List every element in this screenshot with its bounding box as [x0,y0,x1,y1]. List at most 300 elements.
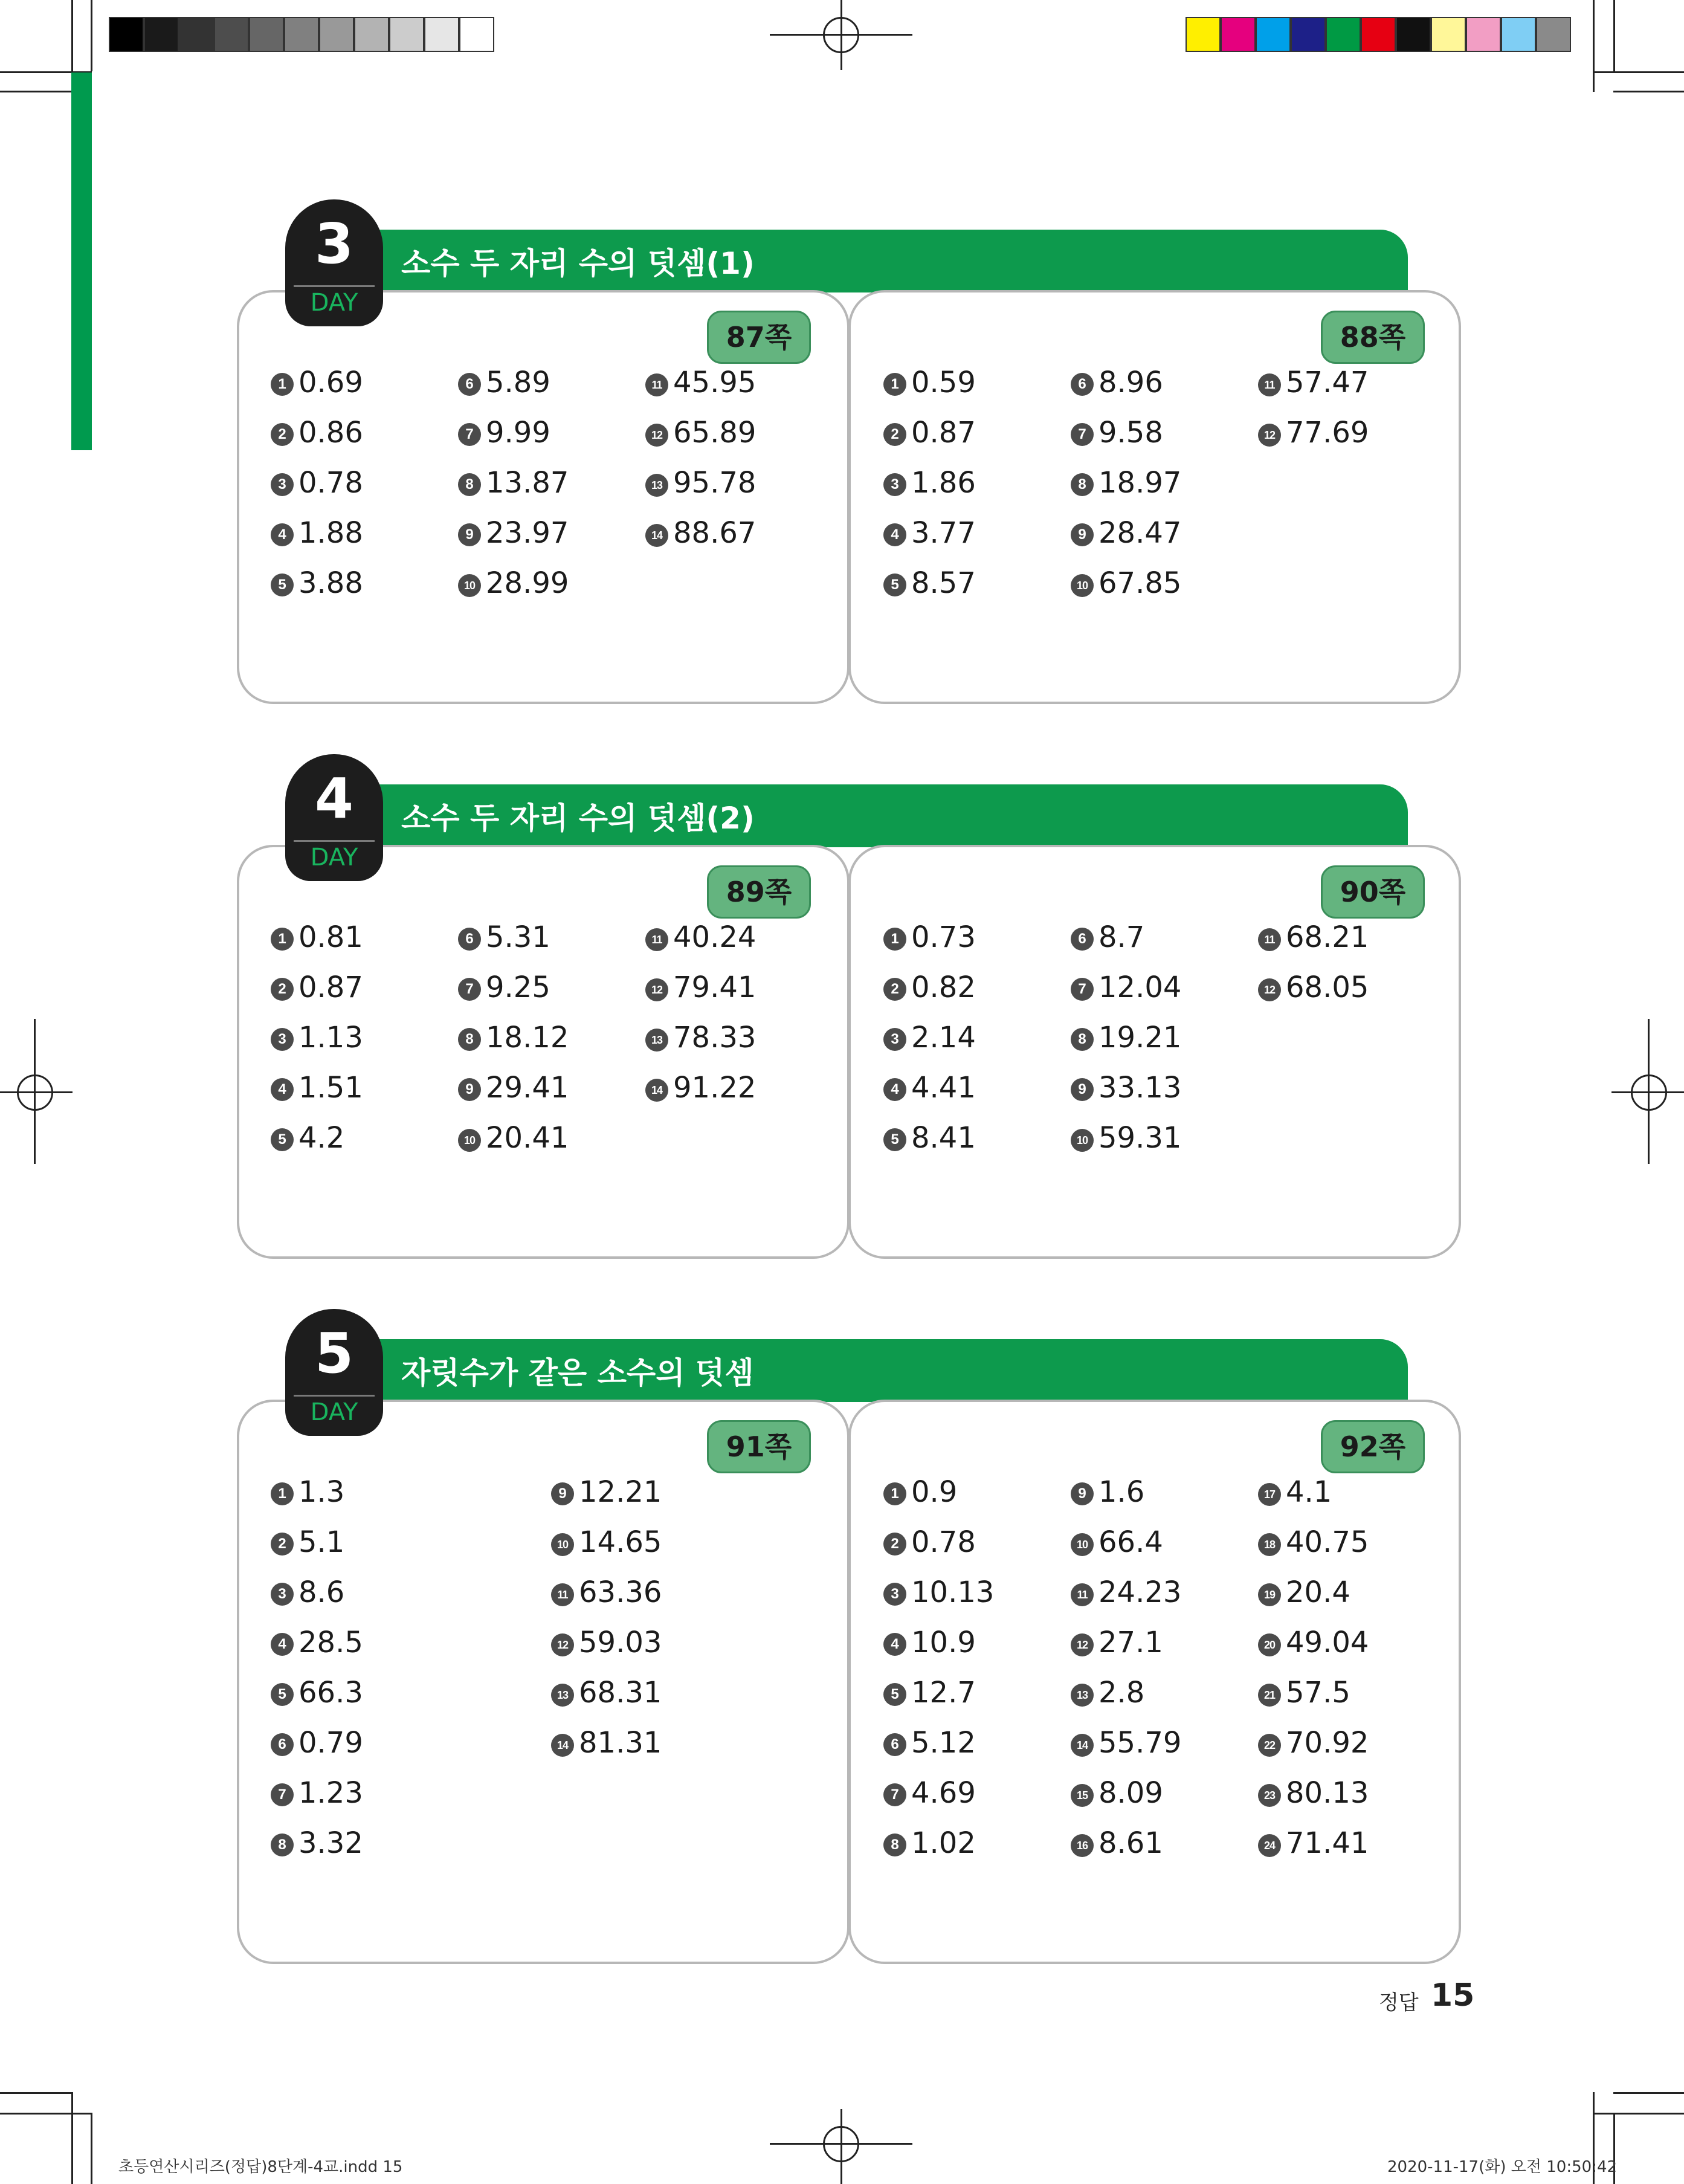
answer-item [883,1117,976,1159]
answer-value: 1.3 [298,1475,345,1509]
answer-item [883,512,976,554]
answer-item [1258,1722,1369,1764]
page-number: 15 [1431,1977,1475,2014]
answer-number-icon: 12 [1258,424,1281,447]
section-title: 소수 두 자리 수의 덧셈(2) [401,801,755,836]
answer-value: 5.89 [486,366,550,399]
page-reference-right: 90쪽 [1321,865,1425,919]
answer-number-icon: 13 [645,1029,668,1052]
answer-value: 66.4 [1098,1525,1163,1559]
answer-item [1071,1521,1163,1563]
day-badge-divider [294,285,375,287]
answer-value: 4.69 [911,1776,976,1810]
answer-number-icon: 9 [551,1482,574,1505]
answer-value: 12.21 [579,1475,662,1509]
answer-value: 8.7 [1098,920,1145,954]
answer-number-icon: 5 [883,573,906,596]
answer-number-icon: 8 [458,1028,481,1051]
day-number: 3 [314,212,353,276]
answer-item [551,1621,662,1664]
answer-number-icon: 9 [1071,523,1094,546]
day-label: DAY [310,289,358,317]
crop-mark [71,2092,73,2184]
color-swatch [1466,17,1501,52]
answer-item [271,562,363,604]
answer-value: 4.2 [298,1121,345,1155]
answer-item [1258,1672,1350,1714]
answer-value: 8.6 [298,1575,345,1609]
answer-number-icon: 24 [1258,1834,1281,1857]
answer-value: 28.99 [486,566,569,600]
answer-value: 1.23 [298,1776,363,1810]
answer-value: 4.41 [911,1071,976,1105]
day-badge [285,199,383,326]
answer-number-icon: 1 [883,928,906,951]
gray-swatch [424,17,459,52]
color-swatch [1186,17,1221,52]
answer-value: 9.58 [1098,416,1163,450]
answer-number-icon: 4 [883,1078,906,1101]
answer-item [1258,1772,1369,1814]
answer-number-icon: 1 [271,1482,294,1505]
answer-item [1071,412,1163,454]
answer-item [883,1822,976,1864]
answer-number-icon: 2 [271,1533,294,1556]
gray-swatch [319,17,354,52]
answer-value: 0.79 [298,1726,363,1760]
answer-item [271,1067,363,1109]
answer-value: 24.23 [1098,1575,1182,1609]
answer-item [458,916,550,958]
day-number: 5 [314,1321,353,1386]
answer-number-icon: 23 [1258,1784,1281,1807]
answer-value: 4.1 [1286,1475,1332,1509]
answer-item [458,512,569,554]
answer-value: 19.21 [1098,1021,1182,1055]
answer-number-icon: 4 [883,523,906,546]
answer-item [1258,1521,1369,1563]
answer-number-icon: 3 [271,473,294,496]
answer-item [645,361,756,404]
answer-number-icon: 12 [551,1633,574,1656]
answer-item [271,1571,344,1614]
answer-number-icon: 1 [883,373,906,396]
answer-number-icon: 6 [271,1733,294,1756]
color-swatch [1291,17,1326,52]
answer-value: 57.5 [1286,1676,1350,1710]
answer-item [883,1067,976,1109]
gray-swatch [144,17,179,52]
crop-mark [1613,2092,1684,2094]
answer-item [1071,1571,1181,1614]
answer-number-icon: 7 [458,423,481,446]
answer-number-icon: 4 [271,1078,294,1101]
answer-value: 8.09 [1098,1776,1163,1810]
answer-number-icon: 6 [458,373,481,396]
answer-item [883,1521,976,1563]
answer-value: 65.89 [673,416,757,450]
section-title: 소수 두 자리 수의 덧셈(1) [401,246,755,281]
answer-number-icon: 12 [1258,978,1281,1001]
answer-number-icon: 10 [1071,1129,1094,1152]
answer-value: 63.36 [579,1575,662,1609]
answer-item [645,1067,756,1109]
answer-number-icon: 5 [271,1128,294,1151]
answer-value: 1.86 [911,466,976,500]
page-reference-left: 87쪽 [707,311,811,364]
color-swatch [1501,17,1536,52]
answer-number-icon: 9 [458,523,481,546]
answer-number-icon: 14 [1071,1734,1094,1757]
answer-item [271,916,363,958]
day-label: DAY [310,844,358,871]
answer-item [1258,1822,1369,1864]
crop-mark [1593,2113,1684,2115]
color-swatch [1396,17,1431,52]
answer-value: 27.1 [1098,1626,1163,1659]
answer-number-icon: 13 [1071,1684,1094,1707]
answer-value: 68.31 [579,1676,662,1710]
answer-value: 20.41 [486,1121,569,1155]
answer-item [883,462,976,504]
answer-value: 49.04 [1286,1626,1369,1659]
answer-value: 1.02 [911,1826,976,1860]
answer-number-icon: 2 [883,423,906,446]
answer-value: 0.78 [298,466,363,500]
answer-item [1258,966,1369,1009]
answer-item [271,966,363,1009]
gray-swatch [354,17,389,52]
page-reference-right: 88쪽 [1321,311,1425,364]
answer-value: 57.47 [1286,366,1369,399]
answer-item [1258,916,1369,958]
answer-value: 1.51 [298,1071,363,1105]
day-badge [285,754,383,881]
answer-number-icon: 2 [883,1533,906,1556]
crop-mark [1613,91,1684,92]
gray-swatch [284,17,319,52]
gray-swatch [389,17,424,52]
answer-number-icon: 8 [1071,473,1094,496]
answer-number-icon: 4 [271,1633,294,1656]
answer-item [883,1571,994,1614]
answer-item [645,512,756,554]
answer-item [883,1621,976,1664]
answer-number-icon: 7 [1071,978,1094,1001]
answer-item [271,1016,363,1059]
answer-item [458,562,569,604]
answer-number-icon: 13 [551,1684,574,1707]
answer-number-icon: 3 [883,473,906,496]
answer-value: 2.14 [911,1021,976,1055]
answer-number-icon: 1 [271,928,294,951]
answer-value: 45.95 [673,366,757,399]
answer-value: 9.25 [486,971,550,1004]
answer-item [458,361,550,404]
answer-item [1071,462,1181,504]
color-swatch [1256,17,1291,52]
answer-item [458,1067,569,1109]
crop-mark [91,2113,92,2184]
page-reference-left: 91쪽 [707,1420,811,1473]
answer-value: 0.87 [911,416,976,450]
answer-number-icon: 10 [551,1533,574,1556]
answer-value: 12.04 [1098,971,1182,1004]
answer-item [1071,512,1181,554]
answer-item [458,462,569,504]
answer-number-icon: 9 [1071,1482,1094,1505]
answer-number-icon: 6 [883,1733,906,1756]
crop-mark [1613,0,1615,71]
answer-value: 88.67 [673,516,757,550]
gray-swatch [109,17,144,52]
color-swatch [1431,17,1466,52]
answer-value: 13.87 [486,466,569,500]
answer-value: 8.96 [1098,366,1163,399]
answer-number-icon: 16 [1071,1834,1094,1857]
answer-value: 28.47 [1098,516,1182,550]
answer-value: 18.12 [486,1021,569,1055]
day-badge [285,1309,383,1436]
answer-value: 77.69 [1286,416,1369,450]
answer-value: 3.88 [298,566,363,600]
answer-number-icon: 3 [271,1028,294,1051]
answer-number-icon: 14 [645,524,668,547]
answer-item [883,1471,957,1513]
answer-value: 8.41 [911,1121,976,1155]
answer-value: 14.65 [579,1525,662,1559]
answer-item [883,1722,976,1764]
answer-item [1258,361,1369,404]
color-swatch [1361,17,1396,52]
answer-value: 0.81 [298,920,363,954]
answer-value: 3.32 [298,1826,363,1860]
answer-value: 1.88 [298,516,363,550]
color-swatch [1221,17,1256,52]
answer-item [883,412,976,454]
answer-number-icon: 1 [883,1482,906,1505]
crop-mark [0,91,71,92]
gray-swatch [249,17,284,52]
answer-number-icon: 10 [1071,574,1094,597]
answer-item [645,966,756,1009]
answer-value: 3.77 [911,516,976,550]
answer-value: 23.97 [486,516,569,550]
answer-value: 0.73 [911,920,976,954]
answer-item [1258,1471,1332,1513]
answer-value: 0.78 [911,1525,976,1559]
answer-number-icon: 4 [271,523,294,546]
answer-item [1071,966,1181,1009]
answer-item [271,462,363,504]
color-swatch [1326,17,1361,52]
answer-value: 5.31 [486,920,550,954]
file-name: 초등연산시리즈(정답)8단계-4교.indd 15 [118,2158,403,2176]
answer-number-icon: 13 [645,474,668,497]
print-timestamp: 2020-11-17(화) 오전 10:50:42 [1387,2158,1618,2176]
color-swatch [1536,17,1571,52]
answer-number-icon: 18 [1258,1533,1281,1556]
answer-value: 66.3 [298,1676,363,1710]
answer-value: 10.13 [911,1575,995,1609]
answer-item [551,1521,662,1563]
answer-value: 8.57 [911,566,976,600]
answer-value: 71.41 [1286,1826,1369,1860]
answer-value: 0.59 [911,366,976,399]
answer-item [458,1117,569,1159]
answer-value: 5.12 [911,1726,976,1760]
answer-number-icon: 2 [271,978,294,1001]
answer-value: 80.13 [1286,1776,1369,1810]
answer-number-icon: 6 [1071,928,1094,951]
answer-number-icon: 1 [271,373,294,396]
answer-value: 95.78 [673,466,757,500]
answer-number-icon: 2 [271,423,294,446]
answer-item [883,562,976,604]
side-accent-bar [71,73,92,450]
answer-number-icon: 3 [883,1028,906,1051]
answer-value: 59.31 [1098,1121,1182,1155]
page-reference-left: 89쪽 [707,865,811,919]
answer-number-icon: 5 [271,1683,294,1706]
answer-number-icon: 10 [458,574,481,597]
answer-item [271,1521,344,1563]
answer-item [1258,1621,1369,1664]
answer-item [883,361,976,404]
day-badge-divider [294,840,375,842]
answer-number-icon: 7 [1071,423,1094,446]
answer-value: 55.79 [1098,1726,1182,1760]
crop-mark [0,2113,92,2115]
answer-item [645,1016,756,1059]
answer-value: 29.41 [486,1071,569,1105]
answer-value: 5.1 [298,1525,345,1559]
gray-swatch [214,17,249,52]
answer-value: 1.6 [1098,1475,1145,1509]
answer-number-icon: 17 [1258,1483,1281,1506]
answer-item [1071,1621,1163,1664]
answer-item [271,512,363,554]
day-number: 4 [314,766,353,831]
answer-number-icon: 11 [1258,928,1281,951]
answer-number-icon: 7 [883,1783,906,1806]
answer-value: 12.7 [911,1676,976,1710]
crop-mark [1593,71,1684,73]
answer-item [271,1822,363,1864]
answer-value: 33.13 [1098,1071,1182,1105]
answer-value: 28.5 [298,1626,363,1659]
answer-number-icon: 7 [271,1783,294,1806]
answer-item [271,1772,363,1814]
answer-item [271,1722,363,1764]
answer-number-icon: 5 [883,1128,906,1151]
answer-value: 10.9 [911,1626,976,1659]
answer-value: 79.41 [673,971,757,1004]
page-reference-right: 92쪽 [1321,1420,1425,1473]
answer-number-icon: 11 [1071,1583,1094,1606]
answer-value: 18.97 [1098,466,1182,500]
answer-item [271,1672,363,1714]
answer-number-icon: 14 [551,1734,574,1757]
answer-number-icon: 11 [645,373,668,396]
answer-number-icon: 9 [458,1078,481,1101]
answer-item [1071,1117,1181,1159]
answer-item [458,412,550,454]
day-label: DAY [310,1398,358,1426]
answer-value: 68.05 [1286,971,1369,1004]
answer-item [645,916,756,958]
crop-mark [1593,0,1595,92]
answer-value: 0.86 [298,416,363,450]
gray-swatch [459,17,494,52]
answer-item [1258,1571,1350,1614]
answer-value: 2.8 [1098,1676,1145,1710]
answer-number-icon: 6 [458,928,481,951]
answer-item [1071,562,1181,604]
answer-item [551,1672,662,1714]
answer-label: 정답 [1379,1991,1419,2015]
answer-number-icon: 12 [645,978,668,1001]
answer-number-icon: 20 [1258,1633,1281,1656]
answer-value: 78.33 [673,1021,757,1055]
answer-number-icon: 21 [1258,1684,1281,1707]
answer-value: 0.82 [911,971,976,1004]
answer-item [645,412,756,454]
answer-item [883,1772,976,1814]
answer-number-icon: 5 [883,1683,906,1706]
answer-item [883,916,976,958]
answer-number-icon: 12 [1071,1633,1094,1656]
answer-value: 91.22 [673,1071,757,1105]
answer-item [271,412,363,454]
answer-item [458,966,550,1009]
answer-item [271,1621,363,1664]
answer-number-icon: 22 [1258,1734,1281,1757]
answer-value: 0.87 [298,971,363,1004]
crop-mark [0,2092,73,2094]
answer-item [551,1722,662,1764]
answer-item [551,1571,662,1614]
answer-number-icon: 8 [458,473,481,496]
answer-value: 70.92 [1286,1726,1369,1760]
answer-number-icon: 10 [1071,1533,1094,1556]
answer-number-icon: 11 [1258,373,1281,396]
answer-number-icon: 14 [645,1079,668,1102]
answer-value: 67.85 [1098,566,1182,600]
answer-number-icon: 5 [271,573,294,596]
answer-item [883,1672,976,1714]
gray-swatch [179,17,214,52]
answer-number-icon: 3 [883,1583,906,1606]
answer-number-icon: 3 [271,1583,294,1606]
answer-number-icon: 9 [1071,1078,1094,1101]
answer-number-icon: 8 [271,1833,294,1856]
answer-number-icon: 8 [883,1833,906,1856]
answer-item [271,1471,344,1513]
day-badge-divider [294,1395,375,1397]
answer-item [271,361,363,404]
answer-number-icon: 15 [1071,1784,1094,1807]
answer-number-icon: 2 [883,978,906,1001]
answer-item [1258,412,1369,454]
answer-item [1071,1722,1181,1764]
answer-value: 68.21 [1286,920,1369,954]
answer-number-icon: 19 [1258,1583,1281,1606]
answer-item [1071,361,1163,404]
answer-item [1071,1822,1163,1864]
answer-item [1071,1471,1144,1513]
answer-item [1071,1772,1163,1814]
